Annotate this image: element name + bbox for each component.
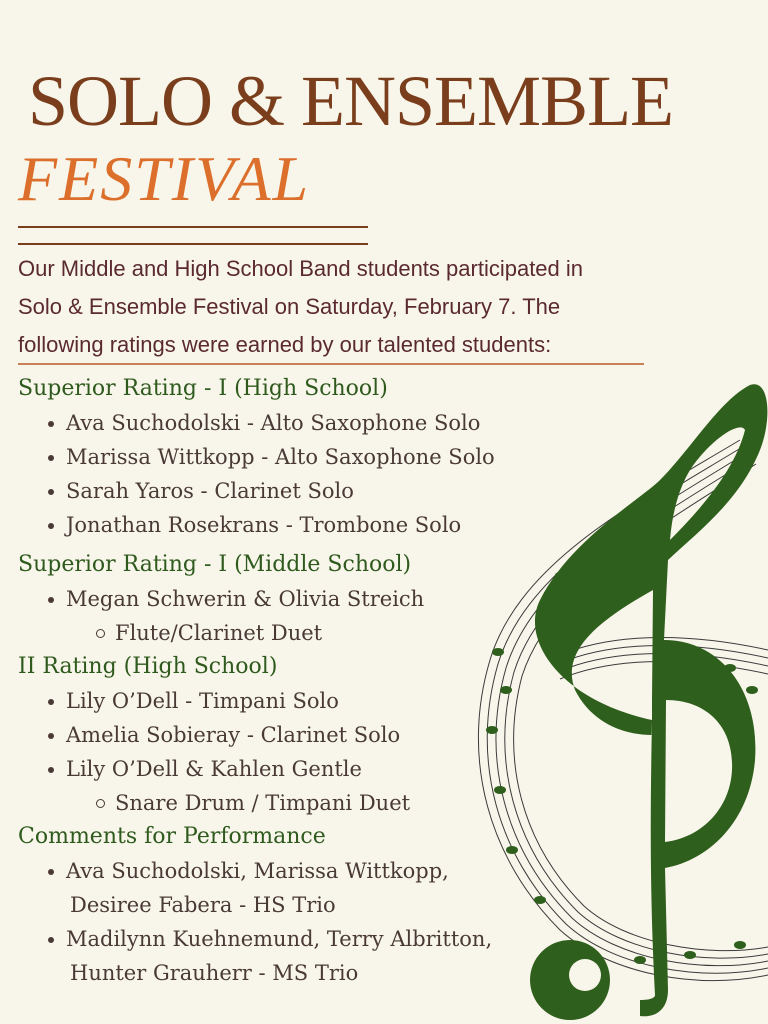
intro-underline xyxy=(18,363,644,365)
intro-text xyxy=(18,250,758,364)
intro-line: Our Middle and High School Band students participated in xyxy=(18,256,584,281)
list-subitem: Flute/Clarinet Duet xyxy=(18,616,578,650)
intro-line: Solo & Ensemble Festival on Saturday, February 7. The xyxy=(18,294,561,319)
ratings-list xyxy=(18,372,578,990)
list-item: Ava Suchodolski, Marissa Wittkopp, xyxy=(18,854,578,888)
list-item: Amelia Sobieray - Clarinet Solo xyxy=(18,718,578,752)
list-item: Lily O’Dell & Kahlen Gentle xyxy=(18,752,578,786)
list-item: Lily O’Dell - Timpani Solo xyxy=(18,684,578,718)
list-item: Marissa Wittkopp - Alto Saxophone Solo xyxy=(18,440,578,474)
section-heading-hs-superior: Superior Rating - I (High School) xyxy=(18,376,388,401)
title-divider-bottom xyxy=(18,243,368,245)
intro-line: following ratings were earned by our talented students: xyxy=(18,332,552,357)
page-subtitle: FESTIVAL xyxy=(18,143,311,214)
list-item-continuation: Desiree Fabera - HS Trio xyxy=(70,893,336,917)
section-heading-hs-ii: II Rating (High School) xyxy=(18,654,278,679)
list-item: Ava Suchodolski - Alto Saxophone Solo xyxy=(18,406,578,440)
list-item: Jonathan Rosekrans - Trombone Solo xyxy=(18,508,578,542)
section-heading-ms-superior: Superior Rating - I (Middle School) xyxy=(18,552,412,577)
section-heading-comments: Comments for Performance xyxy=(18,824,326,849)
page-title: SOLO & ENSEMBLE xyxy=(28,61,674,141)
list-item: Madilynn Kuehnemund, Terry Albritton, xyxy=(18,922,578,956)
list-item-continuation: Hunter Grauherr - MS Trio xyxy=(70,961,359,985)
list-item: Sarah Yaros - Clarinet Solo xyxy=(18,474,578,508)
title-divider-top xyxy=(18,226,368,228)
list-subitem: Snare Drum / Timpani Duet xyxy=(18,786,578,820)
list-item: Megan Schwerin & Olivia Streich xyxy=(18,582,578,616)
